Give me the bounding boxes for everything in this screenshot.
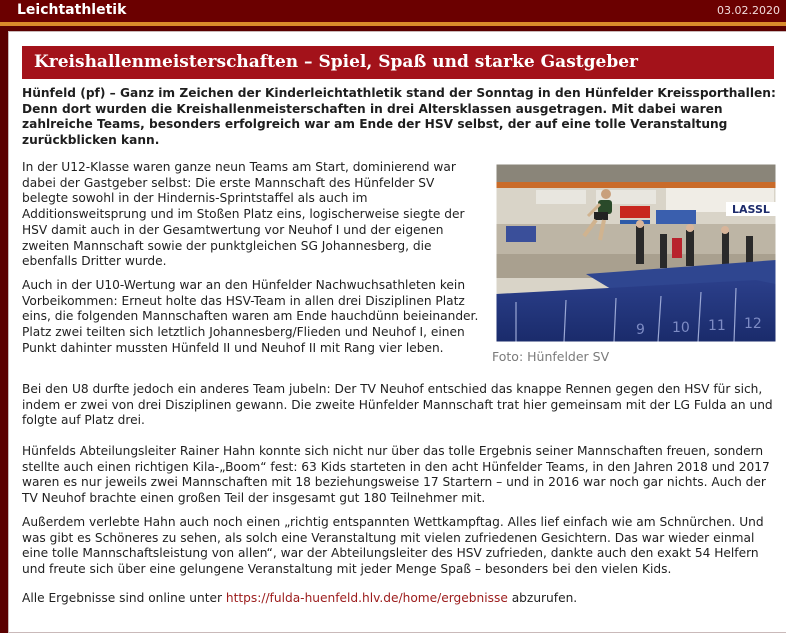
article-lead: Hünfeld (pf) – Ganz im Zeichen der Kinderleichtathletik stand der Sonntag in den Hünfelder Kreissporthallen: Denn dort wurden die Kreishallenmeisterschaften in drei Altersklassen ausgetragen. Mit dabei waren zahlreiche Teams, besonders erfolgreich war am Ende der HSV selbst, der auf eine tolle Veranstaltung zurückblicken kann. — [22, 86, 776, 148]
sports-hall-photo — [496, 164, 776, 342]
mat-number: 12 — [744, 316, 762, 332]
article-headline: Kreishallenmeisterschaften – Spiel, Spaß und starke Gastgeber — [22, 46, 774, 79]
paragraph-u12: In der U12-Klasse waren ganze neun Teams am Start, dominierend war dabei der Gastgeber selbst: Die erste Mannschaft des Hünfelder SV belegte sowohl in der Hindernis-Sprintstaffel als auch im Additionsweitsprung und im Stoßen Platz eins, logischerweise siegte der HSV damit auch in der Gesamtwertung vor Neuhof I und der eigenen zweiten Mannschaft sowie der punktgleichen SG Johannesberg, die ebenfalls Dritter wurde. — [22, 160, 465, 269]
section-header-bar — [0, 0, 786, 26]
mat-number: 9 — [636, 322, 645, 338]
results-text-after: abzurufen. — [507, 591, 578, 605]
paragraph-u8: Bei den U8 durfte jedoch ein anderes Team jubeln: Der TV Neuhof entschied das knappe Rennen gegen den HSV für sich, indem er zwei von drei Disziplinen gewann. Die zweite Hünfelder Mannschaft trat hier gemeinsam mit der LG Fulda an und folgte auf Platz drei. — [22, 382, 773, 428]
paragraph-u10: Auch in der U10-Wertung war an den Hünfelder Nachwuchsathleten kein Vorbeikommen: Erneut holte das HSV-Team in allen drei Disziplinen Platz eins, die folgenden Mannschaften waren am Ende hauchdünn beieinander. Platz zwei teilten sich letztlich Johannesberg/Flieden und Neuhof I, einen Punkt dahinter mussten Hünfeld II und Neuhof II mit Rang vier leben. — [22, 278, 479, 355]
section-title: Leichtathletik — [17, 2, 127, 18]
results-text-before: Alle Ergebnisse sind online unter — [22, 591, 226, 605]
paragraph-results — [22, 591, 779, 607]
photo-caption: Foto: Hünfelder SV — [492, 349, 610, 364]
article-panel — [8, 31, 786, 633]
article-date: 03.02.2020 — [717, 4, 780, 17]
paragraph-hahn-boom: Hünfelds Abteilungsleiter Rainer Hahn konnte sich nicht nur über das tolle Ergebnis seiner Mannschaften freuen, sondern stellte auch einen richtigen Kila-„Boom“ fest: 63 Kids starteten in den acht Hünfelder Teams, in den Jahren 2018 und 2017 waren es nur jeweils zwei Mannschaften mit 18 beziehungsweise 17 Startern – und in 2016 war noch gar nichts. Auch der TV Neuhof brachte einen großen Teil der insgesamt gut 180 Teilnehmer mit. — [22, 444, 770, 506]
mat-number: 10 — [672, 320, 690, 336]
paragraph-hahn-quote: Außerdem verlebte Hahn auch noch einen „richtig entspannten Wettkampftag. Alles lief einfach wie am Schnürchen. Und was gibt es Schöneres zu sehen, als solch eine Veranstaltung mit vielen zufriedenen Gesichtern. Das war wieder einmal eine tolle Mannschaftsleistung von allen“, war der Abteilungsleiter des HSV zufrieden, dankte auch den exakt 54 Helfern und freute sich über eine gelungene Veranstaltung mit jeder Menge Spaß – besonders bei den vielen Kids. — [22, 515, 764, 577]
photo-banner-text: LASSL — [732, 203, 770, 216]
mat-number: 11 — [708, 318, 726, 334]
results-link[interactable]: https://fulda-huenfeld.hlv.de/home/ergebnisse — [225, 591, 508, 605]
article-photo — [496, 164, 776, 342]
